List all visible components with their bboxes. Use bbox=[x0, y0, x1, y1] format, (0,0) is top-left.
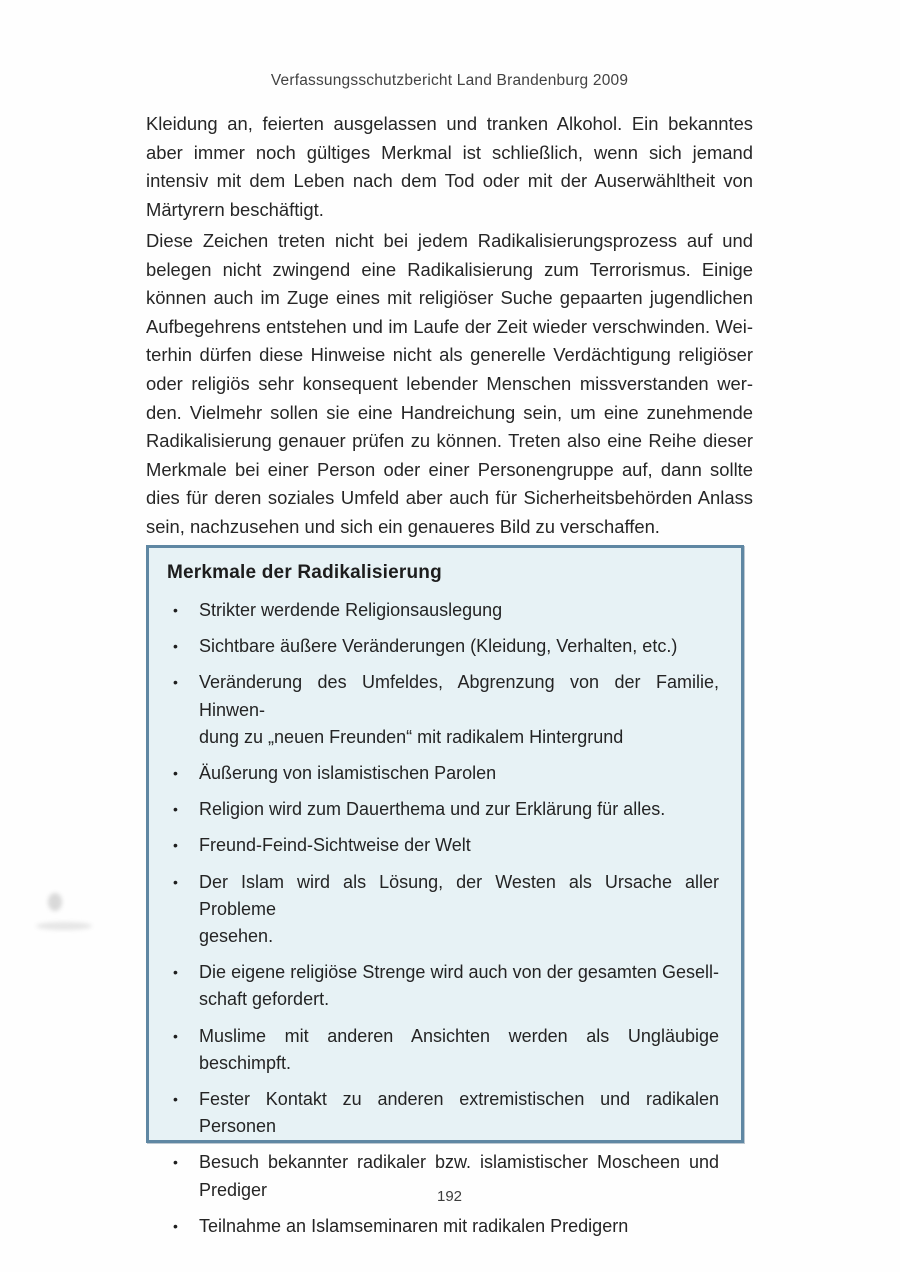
bullet-item bbox=[165, 597, 719, 624]
scan-smudge-artifact bbox=[48, 893, 62, 911]
text-line: dies für deren soziales Umfeld aber auch für Sicherheitsbehörden Anlass bbox=[146, 487, 753, 509]
bullet-item bbox=[165, 1086, 719, 1140]
paragraph bbox=[146, 110, 753, 224]
bullet-item bbox=[165, 832, 719, 859]
bullet-text bbox=[199, 633, 719, 660]
text-line: Diese Zeichen treten nicht bei jedem Radikalisierungsprozess auf und bbox=[146, 230, 753, 251]
text-line: gesehen. bbox=[199, 926, 274, 947]
text-line: Sichtbare äußere Veränderungen (Kleidung, Verhalten, etc.) bbox=[199, 636, 678, 657]
bullet-item bbox=[165, 1213, 719, 1240]
running-header: Verfassungsschutzbericht Land Brandenburg 2009 bbox=[270, 72, 629, 89]
text-line: oder religiös sehr konsequent lebender Menschen missverstanden wer- bbox=[146, 372, 753, 394]
bullet-text bbox=[199, 597, 719, 624]
text-line: Radikalisierung genauer prüfen zu können. Treten also eine Reihe dieser bbox=[146, 430, 753, 452]
text-line: Äußerung von islamistischen Parolen bbox=[199, 763, 497, 784]
bullet-text bbox=[199, 1213, 719, 1240]
bullet-text bbox=[199, 832, 719, 859]
text-line: belegen nicht zwingend eine Radikalisierung zum Terrorismus. Einige bbox=[146, 258, 753, 280]
bullet-icon: • bbox=[173, 837, 178, 854]
bullet-icon: • bbox=[173, 638, 178, 655]
bullet-icon: • bbox=[173, 873, 178, 890]
text-line: aber immer noch gültiges Merkmal ist schließlich, wenn sich jemand bbox=[146, 141, 753, 163]
bullet-item bbox=[165, 869, 719, 951]
bullet-text bbox=[199, 760, 719, 787]
bullet-text bbox=[199, 1023, 719, 1077]
box-title: Merkmale der Radikalisierung bbox=[167, 562, 442, 583]
text-line: Muslime mit anderen Ansichten werden als Ungläubige beschimpft. bbox=[199, 1025, 719, 1073]
bullet-item bbox=[165, 760, 719, 787]
bullet-item bbox=[165, 669, 719, 751]
text-line: Kleidung an, feierten ausgelassen und tranken Alkohol. Ein bekanntes bbox=[146, 113, 753, 134]
text-line: Strikter werdende Religionsauslegung bbox=[199, 600, 503, 620]
bullet-item bbox=[165, 1023, 719, 1077]
bullet-icon: • bbox=[173, 765, 178, 782]
bullet-text bbox=[199, 1086, 719, 1140]
bullet-text bbox=[199, 669, 719, 751]
bullet-list bbox=[165, 597, 719, 1240]
text-line: Aufbegehrens entstehen und im Laufe der Zeit wieder verschwinden. Wei- bbox=[146, 315, 753, 337]
bullet-icon: • bbox=[173, 1217, 178, 1234]
bullet-icon: • bbox=[173, 1027, 178, 1044]
bullet-item bbox=[165, 959, 719, 1013]
bullet-icon: • bbox=[173, 1154, 178, 1171]
bullet-icon: • bbox=[173, 674, 178, 691]
scan-smudge-artifact bbox=[36, 922, 92, 930]
text-line: Märtyrern beschäftigt. bbox=[146, 198, 324, 220]
text-line: Veränderung des Umfeldes, Abgrenzung von der Familie, Hinwen- bbox=[199, 672, 719, 720]
text-line: Prediger bbox=[199, 1179, 268, 1200]
text-line: schaft gefordert. bbox=[199, 989, 330, 1010]
text-line: können auch im Zuge eines mit religiöser Suche gepaarten jugendlichen bbox=[146, 287, 753, 309]
bullet-item bbox=[165, 633, 719, 660]
bullet-icon: • bbox=[173, 964, 178, 981]
text-line: intensiv mit dem Leben nach dem Tod oder mit der Auserwähltheit von bbox=[146, 170, 753, 192]
bullet-text bbox=[199, 796, 719, 823]
text-line: Die eigene religiöse Strenge wird auch von der gesamten Gesell- bbox=[199, 962, 719, 983]
bullet-icon: • bbox=[173, 1091, 178, 1108]
text-line: sein, nachzusehen und sich ein genaueres Bild zu verschaffen. bbox=[146, 515, 660, 537]
page-number: 192 bbox=[436, 1188, 463, 1205]
text-line: dung zu „neuen Freunden“ mit radikalem Hintergrund bbox=[199, 726, 624, 747]
text-line: Merkmale bei einer Person oder einer Personengruppe auf, dann sollte bbox=[146, 458, 753, 480]
bullet-item bbox=[165, 796, 719, 823]
bullet-icon: • bbox=[173, 801, 178, 818]
text-line: Fester Kontakt zu anderen extremistischen und radikalen Personen bbox=[199, 1089, 719, 1137]
text-line: terhin dürfen diese Hinweise nicht als generelle Verdächtigung religiöser bbox=[146, 344, 753, 366]
text-line: den. Vielmehr sollen sie eine Handreichung sein, um eine zunehmende bbox=[146, 401, 753, 423]
text-line: Freund-Feind-Sichtweise der Welt bbox=[199, 835, 471, 856]
paragraph bbox=[146, 227, 753, 542]
text-line: Religion wird zum Dauerthema und zur Erklärung für alles. bbox=[199, 799, 666, 820]
bullet-icon: • bbox=[173, 602, 178, 618]
bullet-text bbox=[199, 959, 719, 1013]
text-line: Der Islam wird als Lösung, der Westen als Ursache aller Probleme bbox=[199, 871, 719, 919]
bullet-text bbox=[199, 869, 719, 951]
text-line: Teilnahme an Islamseminaren mit radikalen Predigern bbox=[199, 1215, 629, 1236]
text-line: Besuch bekannter radikaler bzw. islamistischer Moscheen und bbox=[199, 1152, 719, 1173]
